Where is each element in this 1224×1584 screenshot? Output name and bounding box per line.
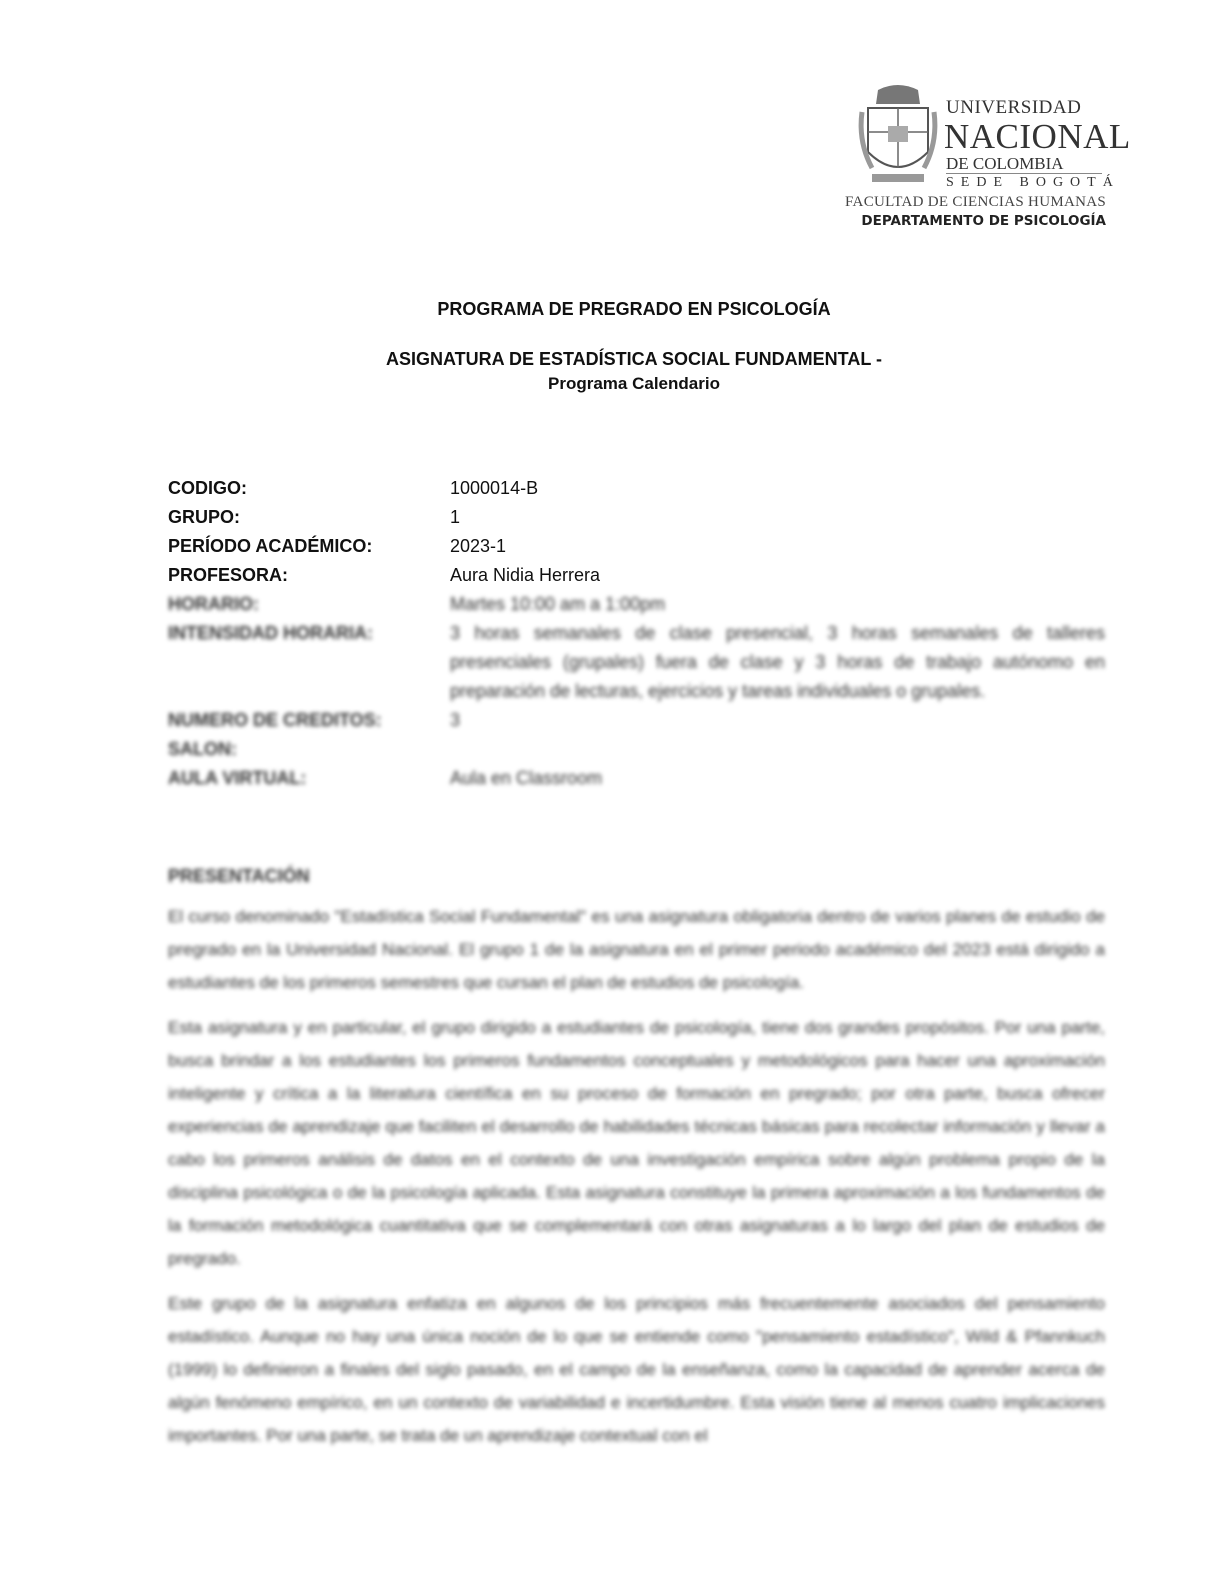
info-value: 1 xyxy=(450,507,461,527)
info-row-grupo xyxy=(168,503,1105,532)
presentation-section xyxy=(168,862,1105,1464)
info-value: 3 horas semanales de clase presencial, 3 horas semanales de talleres presenciales (grupales) fuera de clase y 3 horas de trabajo autónomo en preparación de lecturas, ejercicios y tareas individuales o grupales. xyxy=(450,623,1105,701)
info-row-creditos xyxy=(168,706,1105,735)
presentation-paragraph: Este grupo de la asignatura enfatiza en algunos de los principios más frecuentemente asociados del pensamiento estadístico. Aunque no hay una única noción de lo que se entiende como "pensamiento estadístico", Wild & Pfannkuch (1999) lo definieron a finales del siglo pasado, en el campo de la enseñanza, como la capacidad de aprender acerca de algún fenómeno empírico, en un contexto de variabilidad e incertidumbre. Esta visión tiene al menos cuatro implicaciones importantes. Por una parte, se trata de un aprendizaje contextual con el xyxy=(168,1294,1105,1445)
info-row-salon xyxy=(168,735,1105,764)
university-logo xyxy=(845,82,1131,234)
info-row-aula-virtual xyxy=(168,764,1105,793)
info-value: 1000014-B xyxy=(450,478,539,498)
subject-title: ASIGNATURA DE ESTADÍSTICA SOCIAL FUNDAMENTAL - xyxy=(386,349,882,369)
info-label: CODIGO: xyxy=(168,478,247,498)
info-label: HORARIO: xyxy=(168,594,259,614)
info-value: Aura Nidia Herrera xyxy=(450,565,601,585)
info-value: Aula en Classroom xyxy=(450,768,603,788)
info-row-intensidad xyxy=(168,619,1105,706)
university-name-line1: UNIVERSIDAD xyxy=(946,97,1082,118)
info-label: INTENSIDAD HORARIA: xyxy=(168,623,373,643)
university-name-line3: DE COLOMBIA xyxy=(946,155,1102,174)
department-name: DEPARTAMENTO DE PSICOLOGÍA xyxy=(861,213,1106,229)
university-name-line2: NACIONAL xyxy=(944,117,1131,156)
info-label: PERÍODO ACADÉMICO: xyxy=(168,536,373,556)
info-label: PROFESORA: xyxy=(168,565,289,585)
presentation-heading: PRESENTACIÓN xyxy=(168,866,310,886)
university-crest-icon xyxy=(858,82,938,186)
info-label: SALON: xyxy=(168,739,237,759)
info-value: Martes 10:00 am a 1:00pm xyxy=(450,594,666,614)
campus-name: SEDE BOGOTÁ xyxy=(946,175,1120,190)
program-title: PROGRAMA DE PREGRADO EN PSICOLOGÍA xyxy=(437,299,831,319)
info-label: GRUPO: xyxy=(168,507,240,527)
info-value: 2023-1 xyxy=(450,536,507,556)
info-row-profesora xyxy=(168,561,1105,590)
subject-subtitle: Programa Calendario xyxy=(548,374,720,393)
info-value xyxy=(450,735,1105,764)
info-label: NUMERO DE CREDITOS: xyxy=(168,710,382,730)
presentation-paragraph: El curso denominado "Estadística Social Fundamental" es una asignatura obligatoria dentro de varios planes de estudio de pregrado en la Universidad Nacional. El grupo 1 de la asignatura en el primer periodo académico del 2023 está dirigido a estudiantes de los primeros semestres que cursan el plan de estudios de psicología. xyxy=(168,907,1105,992)
info-value: 3 xyxy=(450,710,461,730)
presentation-paragraph: Esta asignatura y en particular, el grupo dirigido a estudiantes de psicología, tiene dos grandes propósitos. Por una parte, busca brindar a los estudiantes los primeros fundamentos conceptuales y metodológicos para hacer una aproximación inteligente y crítica a la literatura científica en su proceso de formación en pregrado; por otra parte, busca ofrecer experiencias de aprendizaje que faciliten el desarrollo de habilidades técnicas básicas para recolectar información y llevar a cabo los primeros análisis de datos en el contexto de una investigación empírica sobre algún problema propio de la disciplina psicológica o de la psicología aplicada. Esta asignatura constituye la primera aproximación a los fundamentos de la formación metodológica cuantitativa que se complementará con otras asignaturas a lo largo del plan de estudios de pregrado. xyxy=(168,1018,1105,1268)
course-info-table xyxy=(168,474,1105,793)
info-row-horario xyxy=(168,590,1105,619)
info-row-periodo xyxy=(168,532,1105,561)
faculty-name: FACULTAD DE CIENCIAS HUMANAS xyxy=(845,194,1106,210)
info-label: AULA VIRTUAL: xyxy=(168,768,307,788)
info-row-codigo xyxy=(168,474,1105,503)
